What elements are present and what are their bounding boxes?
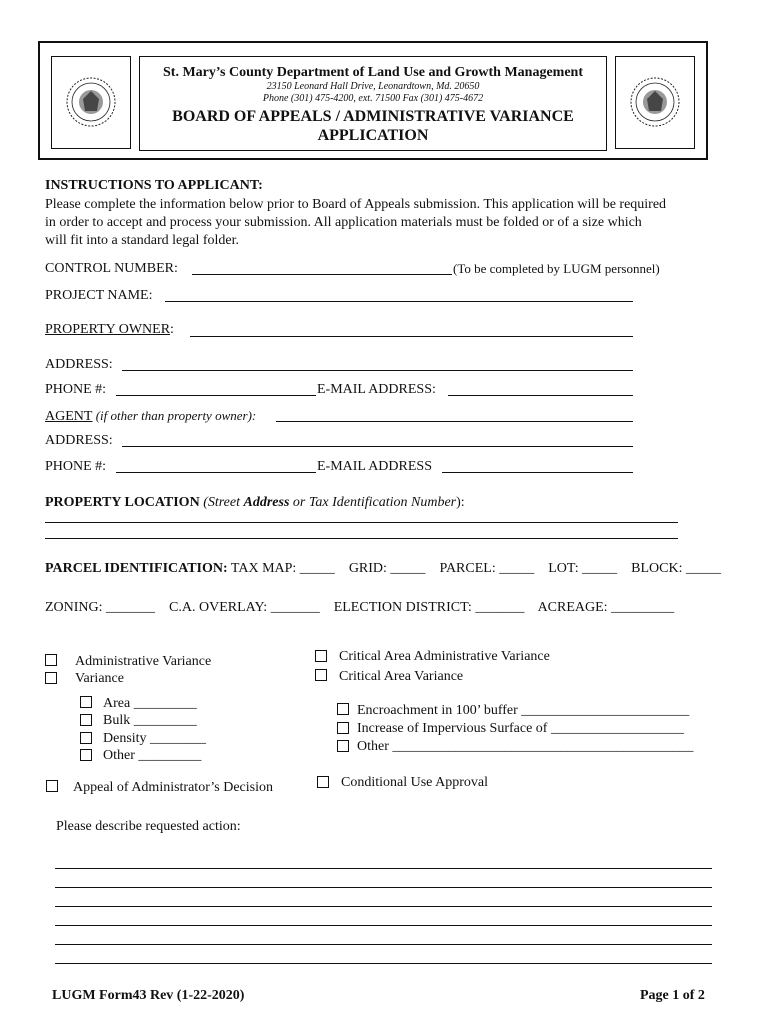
owner-email-field[interactable] xyxy=(448,395,633,396)
other-checkbox[interactable] xyxy=(80,749,92,761)
owner-address-field[interactable] xyxy=(122,370,633,371)
area-checkbox[interactable] xyxy=(80,696,92,708)
conditional-use-checkbox[interactable] xyxy=(317,776,329,788)
describe-label: Please describe requested action: xyxy=(56,819,241,834)
form-title: BOARD OF APPEALS / ADMINISTRATIVE VARIANCE xyxy=(172,108,574,125)
impervious-surface-label: Increase of Impervious Surface of ___________________ xyxy=(357,721,684,736)
describe-line-4[interactable] xyxy=(55,925,712,926)
zoning-row xyxy=(45,600,674,616)
election-district-field[interactable]: ELECTION DISTRICT: _______ xyxy=(333,600,525,615)
describe-line-3[interactable] xyxy=(55,906,712,907)
agent-address-label: ADDRESS: xyxy=(45,433,113,448)
property-location-line-1[interactable] xyxy=(45,522,678,523)
ca-administrative-variance-label: Critical Area Administrative Variance xyxy=(339,649,550,664)
property-owner-label: PROPERTY OWNER: xyxy=(45,322,174,337)
describe-line-6[interactable] xyxy=(55,963,712,964)
administrative-variance-checkbox[interactable] xyxy=(45,654,57,666)
page-number: Page 1 of 2 xyxy=(640,988,705,1003)
describe-line-5[interactable] xyxy=(55,944,712,945)
agent-email-label: E-MAIL ADDRESS xyxy=(317,459,432,474)
other-label: Other _________ xyxy=(103,748,202,763)
describe-line-1[interactable] xyxy=(55,868,712,869)
zoning-field[interactable]: ZONING: _______ xyxy=(45,600,156,615)
block-field[interactable]: BLOCK: _____ xyxy=(631,561,721,576)
owner-address-label: ADDRESS: xyxy=(45,357,113,372)
agent-address-field[interactable] xyxy=(122,446,633,447)
acreage-field[interactable]: ACREAGE: _________ xyxy=(537,600,675,615)
instructions-text-2: in order to accept and process your submission. All application materials must be folded or of a size which xyxy=(45,215,642,230)
agent-phone-label: PHONE #: xyxy=(45,459,107,474)
control-number-label: CONTROL NUMBER: xyxy=(45,261,178,276)
bulk-label: Bulk _________ xyxy=(103,713,197,728)
project-name-label: PROJECT NAME: xyxy=(45,288,153,303)
form-title-line2: APPLICATION xyxy=(317,127,429,144)
owner-email-label: E-MAIL ADDRESS: xyxy=(317,382,436,397)
administrative-variance-label: Administrative Variance xyxy=(75,654,212,669)
bulk-checkbox[interactable] xyxy=(80,714,92,726)
agent-label: AGENT (if other than property owner): xyxy=(45,408,257,424)
seal-icon xyxy=(616,57,694,148)
property-owner-field[interactable] xyxy=(190,336,633,337)
project-name-field[interactable] xyxy=(165,301,633,302)
ca-overlay-field[interactable]: C.A. OVERLAY: _______ xyxy=(169,600,320,615)
agent-phone-field[interactable] xyxy=(116,472,316,473)
lot-field[interactable]: LOT: _____ xyxy=(548,561,618,576)
owner-phone-field[interactable] xyxy=(116,395,316,396)
tax-map-field[interactable]: TAX MAP: _____ xyxy=(230,561,335,576)
owner-phone-label: PHONE #: xyxy=(45,382,107,397)
other-right-checkbox[interactable] xyxy=(337,740,349,752)
department-name: St. Mary’s County Department of Land Use and Growth Management xyxy=(163,65,583,80)
variance-checkbox[interactable] xyxy=(45,672,57,684)
instructions-text-3: will fit into a standard legal folder. xyxy=(45,233,240,248)
describe-line-2[interactable] xyxy=(55,887,712,888)
seal-icon xyxy=(52,57,130,148)
other-right-label: Other ___________________________________________ xyxy=(357,739,694,754)
agent-field[interactable] xyxy=(276,421,633,422)
parcel-identification-label: PARCEL IDENTIFICATION: xyxy=(45,561,228,576)
density-checkbox[interactable] xyxy=(80,732,92,744)
parcel-identification-row xyxy=(45,561,721,577)
parcel-field[interactable]: PARCEL: _____ xyxy=(439,561,535,576)
property-location-label: PROPERTY LOCATION (Street Address or Tax Identification Number): xyxy=(45,495,465,510)
conditional-use-label: Conditional Use Approval xyxy=(341,775,488,790)
header-title-box xyxy=(139,56,607,151)
grid-field[interactable]: GRID: _____ xyxy=(348,561,426,576)
ca-administrative-variance-checkbox[interactable] xyxy=(315,650,327,662)
appeal-checkbox[interactable] xyxy=(46,780,58,792)
instructions-heading: INSTRUCTIONS TO APPLICANT: xyxy=(45,178,263,193)
impervious-surface-checkbox[interactable] xyxy=(337,722,349,734)
property-location-line-2[interactable] xyxy=(45,538,678,539)
ca-variance-label: Critical Area Variance xyxy=(339,669,464,684)
encroachment-label: Encroachment in 100’ buffer ________________________ xyxy=(357,703,690,718)
appeal-label: Appeal of Administrator’s Decision xyxy=(73,780,273,795)
instructions-text-1: Please complete the information below prior to Board of Appeals submission. This application will be required xyxy=(45,197,667,212)
density-label: Density ________ xyxy=(103,731,207,746)
agent-email-field[interactable] xyxy=(442,472,633,473)
department-address: 23150 Leonard Hall Drive, Leonardtown, Md. 20650 xyxy=(266,81,480,92)
encroachment-checkbox[interactable] xyxy=(337,703,349,715)
county-seal-left xyxy=(51,56,131,149)
control-number-note: (To be completed by LUGM personnel) xyxy=(453,261,660,276)
county-seal-right xyxy=(615,56,695,149)
form-number: LUGM Form43 Rev (1-22-2020) xyxy=(52,988,245,1003)
area-label: Area _________ xyxy=(103,696,197,711)
ca-variance-checkbox[interactable] xyxy=(315,669,327,681)
variance-label: Variance xyxy=(75,671,124,686)
control-number-field[interactable] xyxy=(192,274,452,275)
department-phone: Phone (301) 475-4200, ext. 71500 Fax (301) 475-4672 xyxy=(262,93,484,104)
